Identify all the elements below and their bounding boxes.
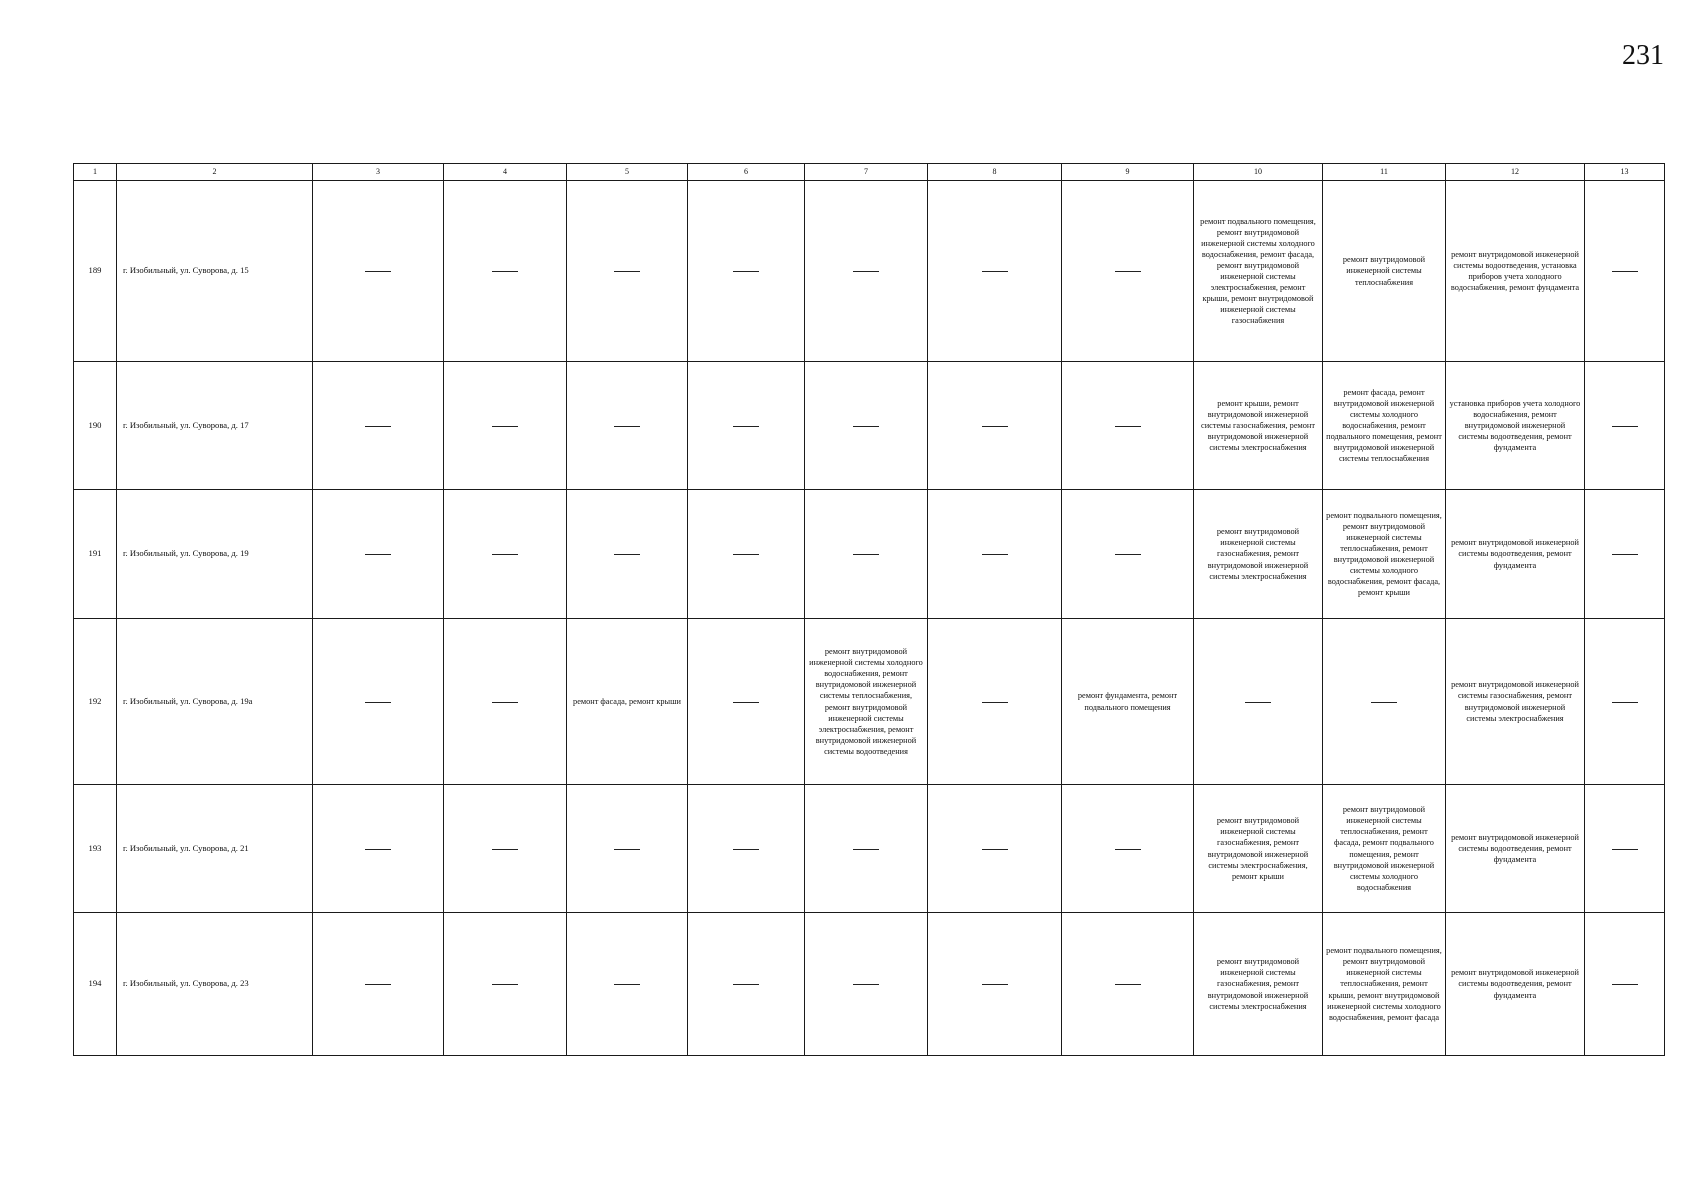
empty-dash-cell xyxy=(313,913,444,1056)
row-number: 193 xyxy=(74,785,117,913)
address-cell: г. Изобильный, ул. Суворова, д. 21 xyxy=(117,785,313,913)
column-header: 11 xyxy=(1323,164,1446,181)
table-cell: ремонт внутридомовой инженерной системы газоснабжения, ремонт внутридомовой инженерной системы электроснабжения xyxy=(1446,619,1585,785)
empty-dash-cell xyxy=(444,785,567,913)
empty-dash-cell xyxy=(688,913,805,1056)
dash-mark xyxy=(1115,849,1141,850)
empty-dash-cell xyxy=(1323,619,1446,785)
address-cell: г. Изобильный, ул. Суворова, д. 23 xyxy=(117,913,313,1056)
table-cell: ремонт внутридомовой инженерной системы водоотведения, установка приборов учета холодного водоснабжения, ремонт фундамента xyxy=(1446,181,1585,362)
empty-dash-cell xyxy=(805,490,928,619)
table-cell: ремонт внутридомовой инженерной системы водоотведения, ремонт фундамента xyxy=(1446,785,1585,913)
table-cell: ремонт внутридомовой инженерной системы теплоснабжения xyxy=(1323,181,1446,362)
empty-dash-cell xyxy=(444,619,567,785)
empty-dash-cell xyxy=(567,785,688,913)
dash-mark xyxy=(733,702,759,703)
empty-dash-cell xyxy=(688,619,805,785)
dash-mark xyxy=(365,426,391,427)
dash-mark xyxy=(982,702,1008,703)
empty-dash-cell xyxy=(1585,362,1665,490)
empty-dash-cell xyxy=(1194,619,1323,785)
empty-dash-cell xyxy=(567,181,688,362)
empty-dash-cell xyxy=(928,362,1062,490)
dash-mark xyxy=(982,984,1008,985)
dash-mark xyxy=(614,984,640,985)
dash-mark xyxy=(1115,554,1141,555)
empty-dash-cell xyxy=(688,785,805,913)
address-cell: г. Изобильный, ул. Суворова, д. 19а xyxy=(117,619,313,785)
address-cell: г. Изобильный, ул. Суворова, д. 15 xyxy=(117,181,313,362)
dash-mark xyxy=(365,984,391,985)
dash-mark xyxy=(733,984,759,985)
dash-mark xyxy=(614,426,640,427)
dash-mark xyxy=(853,849,879,850)
empty-dash-cell xyxy=(313,362,444,490)
dash-mark xyxy=(492,426,518,427)
row-number: 192 xyxy=(74,619,117,785)
table-cell: установка приборов учета холодного водоснабжения, ремонт внутридомовой инженерной системы водоотведения, ремонт фундамента xyxy=(1446,362,1585,490)
empty-dash-cell xyxy=(928,490,1062,619)
dash-mark xyxy=(982,426,1008,427)
empty-dash-cell xyxy=(928,785,1062,913)
dash-mark xyxy=(365,271,391,272)
column-header: 5 xyxy=(567,164,688,181)
column-header: 12 xyxy=(1446,164,1585,181)
dash-mark xyxy=(853,984,879,985)
row-number: 191 xyxy=(74,490,117,619)
table-row xyxy=(74,490,1665,619)
empty-dash-cell xyxy=(567,490,688,619)
empty-dash-cell xyxy=(313,785,444,913)
empty-dash-cell xyxy=(1585,785,1665,913)
empty-dash-cell xyxy=(928,913,1062,1056)
dash-mark xyxy=(614,849,640,850)
empty-dash-cell xyxy=(567,913,688,1056)
address-cell: г. Изобильный, ул. Суворова, д. 17 xyxy=(117,362,313,490)
dash-mark xyxy=(492,271,518,272)
table-row xyxy=(74,913,1665,1056)
table-cell: ремонт подвального помещения, ремонт внутридомовой инженерной системы холодного водоснабжения, ремонт фасада, ремонт внутридомовой инженерной системы электроснабжения, ремонт крыши, ремонт внутридомовой инженерной системы газоснабжения xyxy=(1194,181,1323,362)
dash-mark xyxy=(1612,702,1638,703)
empty-dash-cell xyxy=(1585,181,1665,362)
dash-mark xyxy=(1612,849,1638,850)
dash-mark xyxy=(1612,426,1638,427)
table-cell: ремонт крыши, ремонт внутридомовой инженерной системы газоснабжения, ремонт внутридомовой инженерной системы электроснабжения xyxy=(1194,362,1323,490)
page-number: 231 xyxy=(1622,40,1664,71)
empty-dash-cell xyxy=(313,181,444,362)
empty-dash-cell xyxy=(805,785,928,913)
dash-mark xyxy=(365,849,391,850)
dash-mark xyxy=(492,984,518,985)
table-cell: ремонт фасада, ремонт крыши xyxy=(567,619,688,785)
column-header: 6 xyxy=(688,164,805,181)
empty-dash-cell xyxy=(805,362,928,490)
dash-mark xyxy=(614,554,640,555)
empty-dash-cell xyxy=(1585,490,1665,619)
empty-dash-cell xyxy=(1062,490,1194,619)
empty-dash-cell xyxy=(1062,785,1194,913)
row-number: 190 xyxy=(74,362,117,490)
dash-mark xyxy=(1115,426,1141,427)
dash-mark xyxy=(1612,984,1638,985)
table-row xyxy=(74,619,1665,785)
empty-dash-cell xyxy=(1062,181,1194,362)
table-cell: ремонт внутридомовой инженерной системы водоотведения, ремонт фундамента xyxy=(1446,490,1585,619)
dash-mark xyxy=(365,554,391,555)
column-header: 10 xyxy=(1194,164,1323,181)
table-cell: ремонт внутридомовой инженерной системы холодного водоснабжения, ремонт внутридомовой инженерной системы теплоснабжения, ремонт внутридомовой инженерной системы электроснабжения, ремонт внутридомовой инженерной системы водоотведения xyxy=(805,619,928,785)
dash-mark xyxy=(492,702,518,703)
dash-mark xyxy=(733,554,759,555)
dash-mark xyxy=(365,702,391,703)
column-header: 1 xyxy=(74,164,117,181)
empty-dash-cell xyxy=(928,181,1062,362)
table-row xyxy=(74,181,1665,362)
table-cell: ремонт внутридомовой инженерной системы теплоснабжения, ремонт фасада, ремонт подвального помещения, ремонт внутридомовой инженерной системы холодного водоснабжения xyxy=(1323,785,1446,913)
dash-mark xyxy=(853,554,879,555)
empty-dash-cell xyxy=(1062,913,1194,1056)
row-number: 189 xyxy=(74,181,117,362)
dash-mark xyxy=(853,271,879,272)
dash-mark xyxy=(1115,984,1141,985)
dash-mark xyxy=(1612,271,1638,272)
empty-dash-cell xyxy=(444,490,567,619)
table-cell: ремонт внутридомовой инженерной системы газоснабжения, ремонт внутридомовой инженерной системы электроснабжения, ремонт крыши xyxy=(1194,785,1323,913)
column-header: 3 xyxy=(313,164,444,181)
dash-mark xyxy=(733,271,759,272)
empty-dash-cell xyxy=(1062,362,1194,490)
dash-mark xyxy=(1245,702,1271,703)
row-number: 194 xyxy=(74,913,117,1056)
table-cell: ремонт фасада, ремонт внутридомовой инженерной системы холодного водоснабжения, ремонт подвального помещения, ремонт внутридомовой инженерной системы теплоснабжения xyxy=(1323,362,1446,490)
table-cell: ремонт фундамента, ремонт подвального помещения xyxy=(1062,619,1194,785)
repair-schedule-table xyxy=(73,163,1665,1056)
empty-dash-cell xyxy=(805,181,928,362)
empty-dash-cell xyxy=(444,913,567,1056)
dash-mark xyxy=(1612,554,1638,555)
empty-dash-cell xyxy=(928,619,1062,785)
empty-dash-cell xyxy=(444,362,567,490)
table-row xyxy=(74,362,1665,490)
dash-mark xyxy=(614,271,640,272)
table-cell: ремонт внутридомовой инженерной системы газоснабжения, ремонт внутридомовой инженерной системы электроснабжения xyxy=(1194,490,1323,619)
dash-mark xyxy=(982,271,1008,272)
dash-mark xyxy=(492,554,518,555)
dash-mark xyxy=(982,554,1008,555)
column-header: 2 xyxy=(117,164,313,181)
table-body xyxy=(74,181,1665,1056)
empty-dash-cell xyxy=(313,619,444,785)
table-row xyxy=(74,785,1665,913)
dash-mark xyxy=(853,426,879,427)
dash-mark xyxy=(982,849,1008,850)
empty-dash-cell xyxy=(688,181,805,362)
empty-dash-cell xyxy=(688,490,805,619)
header-row xyxy=(74,164,1665,181)
empty-dash-cell xyxy=(567,362,688,490)
dash-mark xyxy=(1115,271,1141,272)
dash-mark xyxy=(733,849,759,850)
column-header: 4 xyxy=(444,164,567,181)
table-cell: ремонт внутридомовой инженерной системы газоснабжения, ремонт внутридомовой инженерной системы электроснабжения xyxy=(1194,913,1323,1056)
column-header: 7 xyxy=(805,164,928,181)
column-header: 13 xyxy=(1585,164,1665,181)
empty-dash-cell xyxy=(688,362,805,490)
empty-dash-cell xyxy=(1585,619,1665,785)
table-cell: ремонт подвального помещения, ремонт внутридомовой инженерной системы теплоснабжения, ремонт внутридомовой инженерной системы холодного водоснабжения, ремонт фасада, ремонт крыши xyxy=(1323,490,1446,619)
empty-dash-cell xyxy=(313,490,444,619)
dash-mark xyxy=(1371,702,1397,703)
table-cell: ремонт внутридомовой инженерной системы водоотведения, ремонт фундамента xyxy=(1446,913,1585,1056)
empty-dash-cell xyxy=(1585,913,1665,1056)
column-header: 9 xyxy=(1062,164,1194,181)
dash-mark xyxy=(733,426,759,427)
empty-dash-cell xyxy=(805,913,928,1056)
address-cell: г. Изобильный, ул. Суворова, д. 19 xyxy=(117,490,313,619)
dash-mark xyxy=(492,849,518,850)
column-header: 8 xyxy=(928,164,1062,181)
empty-dash-cell xyxy=(444,181,567,362)
table-cell: ремонт подвального помещения, ремонт внутридомовой инженерной системы теплоснабжения, ремонт крыши, ремонт внутридомовой инженерной системы холодного водоснабжения, ремонт фасада xyxy=(1323,913,1446,1056)
